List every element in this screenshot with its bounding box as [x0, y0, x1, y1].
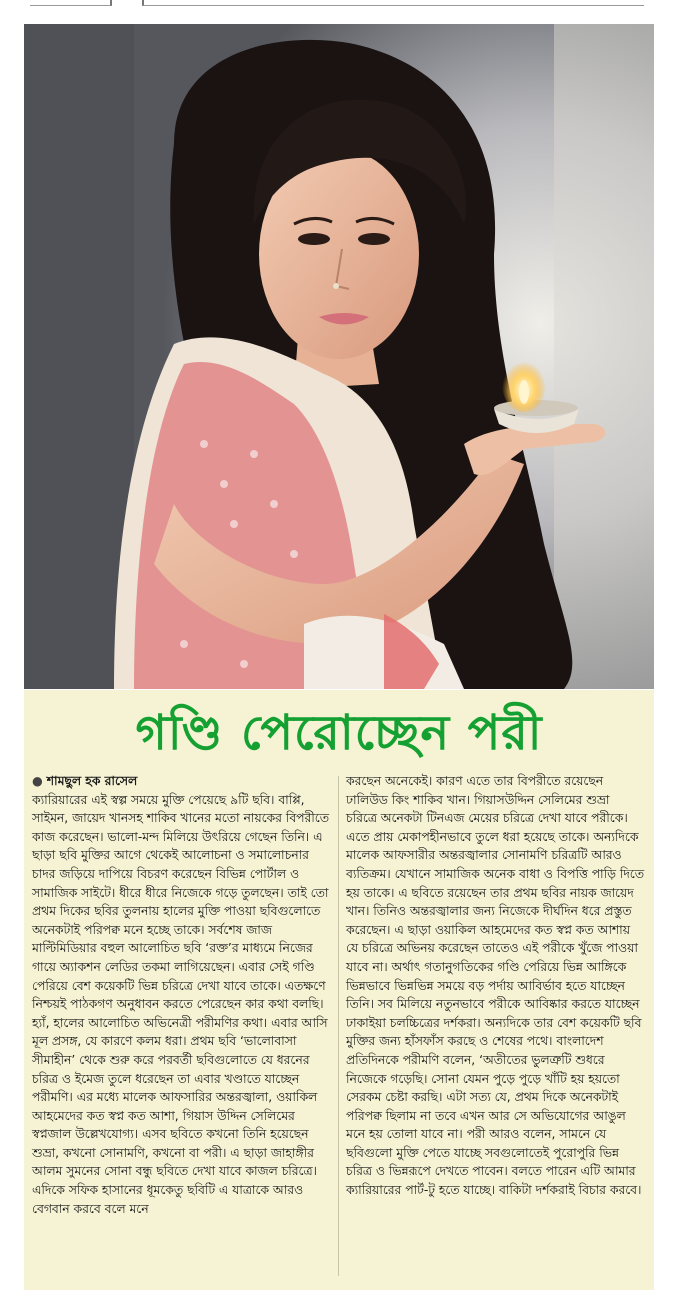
article-section [24, 690, 654, 1290]
portrait-photo [24, 24, 654, 689]
top-rule-left [30, 0, 112, 6]
left-column-text: ক্যারিয়ারের এই স্বল্প সময়ে মুক্তি পেয়েছে ৯টি ছবি। বাপ্পি, সাইমন, জায়েদ খানসহ শাকিব খানের মতো নায়কের বিপরীতে কাজ করেছেন। ভালো-মন্দ মিলিয়ে উৎরিয়ে গেছেন তিনি। এ ছাড়া ছবি মুক্তির আগে থেকেই আলোচনা ও সমালোচনার চাদর জড়িয়ে দাপিয়ে বিচরণ করেছেন বিভিন্ন পোর্টাল ও সামাজিক সাইটে। ধীরে ধীরে নিজেকে গড়ে তুলছেন। তাই তো প্রথম দিকের ছবির তুলনায় হালের মুক্তি পাওয়া ছবিগুলোতে অনেকটাই পরিপক্ব মনে হচ্ছে তাকে। সর্বশেষ জাজ মাল্টিমিডিয়ার বহুল আলোচিত ছবি ‘রক্ত’র মাধ্যমে নিজের গায়ে অ্যাকশন লেডির তকমা লাগিয়েছেন। এবার সেই গণ্ডি পেরিয়ে বেশ কয়েকটি ভিন্ন চরিত্রে দেখা যাবে তাকে। এতক্ষণে নিশ্চয়ই পাঠকগণ অনুধাবন করতে পেরেছেন কার কথা বলছি। হ্যাঁ, হালের আলোচিত অভিনেত্রী পরীমণির কথা। এবার আসি মূল প্রসঙ্গ, যে কারণে কলম ধরা। প্রথম ছবি ‘ভালোবাসা সীমাহীন’ থেকে শুরু করে পরবর্তী ছবিগুলোতে যে ধরনের চরিত্র ও ইমেজ তুলে ধরেছেন তা এবার খণ্ডাতে যাচ্ছেন পরীমণি। এর মধ্যে মালেক আফসারির অন্তরজ্বালা, ওয়াকিল আহমেদের কত স্বপ্ন কত আশা, গিয়াস উদ্দিন সেলিমের স্বপ্নজাল উল্লেখযোগ্য। এসব ছবিতে কখনো তিনি হয়েছেন শুভ্রা, কখনো সোনামণি, কখনো বা পরী। এ ছাড়া জাহাঙ্গীর আলম সুমনের সোনা বন্ধু ছবিতে দেখা যাবে কাজল চরিত্রে। এদিকে সফিক হাসানের ধূমকেতু ছবিটি এ যাত্রাকে আরও বেগবান করবে বলে মনে [32, 792, 329, 1216]
column-divider [338, 776, 339, 1276]
article-headline: গণ্ডি পেরোচ্ছেন পরী [135, 705, 543, 761]
article-column-right [346, 772, 644, 1200]
byline [32, 772, 332, 791]
right-column-text: করছেন অনেকেই। কারণ এতে তার বিপরীতে রয়েছেন ঢালিউড কিং শাকিব খান। গিয়াসউদ্দিন সেলিমের শুভ্রা চরিত্রে অনেকটা টিনএজ মেয়ের চরিত্রে দেখা যাবে পরীকে। এতে প্রায় মেকাপহীনভাবে তুলে ধরা হয়েছে তাকে। অন্যদিকে মালেক আফসারীর অন্তরজ্বালার সোনামণি চরিত্রটি আরও ব্যতিক্রম। যেখানে সামাজিক অনেক বাধা ও বিপত্তি পাড়ি দিতে হয় তাকে। এ ছবিতে রয়েছেন তার প্রথম ছবির নায়ক জায়েদ খান। তিনিও অন্তরজ্বালার জন্য নিজেকে দীর্ঘদিন ধরে প্রস্তুত করেছেন। এ ছাড়া ওয়াকিল আহমেদের কত স্বপ্ন কত আশায় যে চরিত্রে অভিনয় করেছেন তাতেও এই পরীকে খুঁজে পাওয়া যাবে না। অর্থাৎ গতানুগতিকের গণ্ডি পেরিয়ে ভিন্ন আঙ্গিকে ভিন্নভাবে ভিন্নভিন্ন সময়ে বড় পর্দায় আবির্ভাব হতে যাচ্ছেন তিনি। সব মিলিয়ে নতুনভাবে পরীকে আবিষ্কার করতে যাচ্ছেন ঢাকাইয়া চলচ্চিত্রের দর্শকরা। অন্যদিকে তার বেশ কয়েকটি ছবি মুক্তির জন্য হাঁসফাঁস করছে ও শেষের পথে। বাংলাদেশ প্রতিদিনকে পরীমণি বলেন, ‘অতীতের ভুলত্রুটি শুধরে নিজেকে গড়েছি। সোনা যেমন পুড়ে পুড়ে খাঁটি হয় হয়তো সেরকম চেষ্টা করছি। এটা সত্য যে, প্রথম দিকে অনেকটাই পরিপক্ব ছিলাম না তবে এখন আর সে অভিযোগের আঙুল মনে হয় তোলা যাবে না। পরী আরও বলেন, সামনে যে ছবিগুলো মুক্তি পেতে যাচ্ছে সবগুলোতেই পুরোপুরি ভিন্ন চরিত্র ও ভিন্নরূপে দেখতে পাবেন। বলতে পারেন এটি আমার ক্যারিয়ারের পার্ট-টু হতে যাচ্ছে। বাকিটা দর্শকরাই বিচার করবে। [346, 774, 644, 1198]
page-top-strip [0, 0, 675, 12]
portrait-illustration [24, 24, 654, 689]
bullet-icon: ● [32, 774, 43, 788]
article-column-left [32, 772, 332, 1218]
top-rule-right [142, 0, 644, 6]
author-name: শামছুল হক রাসেল [46, 774, 138, 788]
